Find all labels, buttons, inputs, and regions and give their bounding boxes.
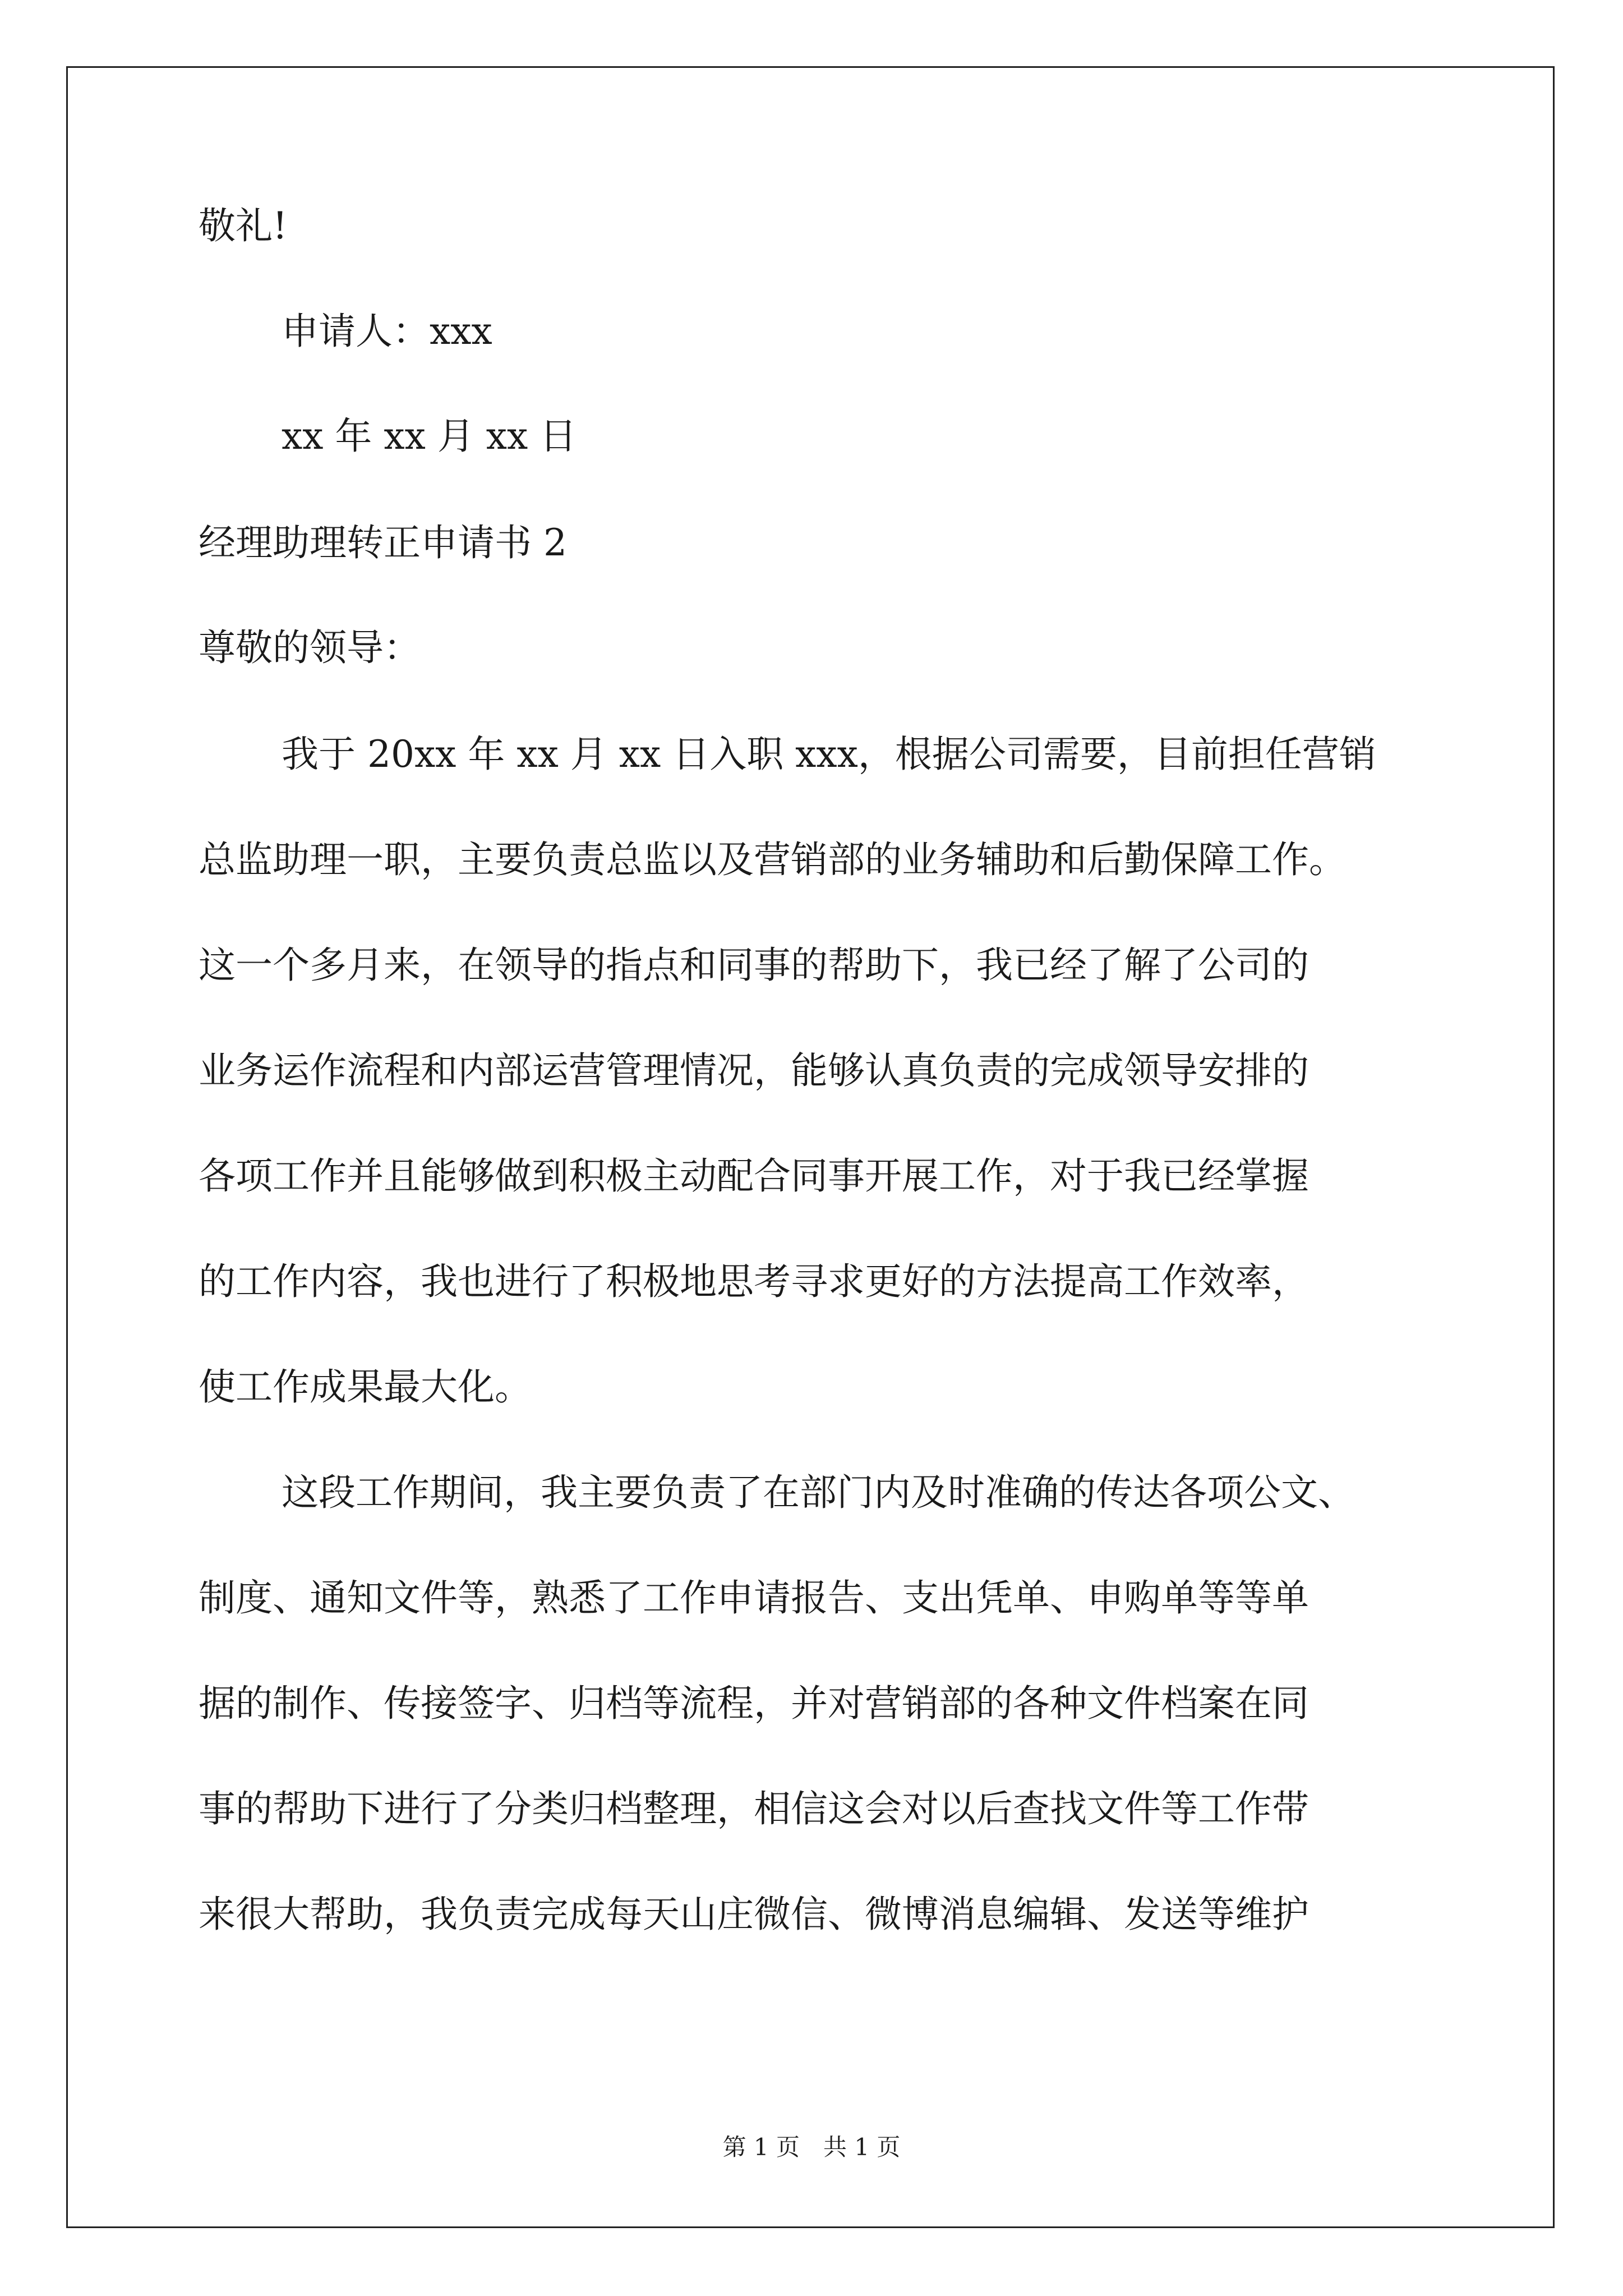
page-footer: 第 1 页 共 1 页 xyxy=(722,2133,901,2161)
paragraph-line: 使工作成果最大化。 xyxy=(199,1365,532,1409)
paragraph-line: 制度、通知文件等，熟悉了工作申请报告、支出凭单、申购单等等单 xyxy=(199,1576,1309,1619)
paragraph-line: 据的制作、传接签字、归档等流程，并对营销部的各种文件档案在同 xyxy=(199,1682,1309,1725)
paragraph-line: 的工作内容，我也进行了积极地思考寻求更好的方法提高工作效率， xyxy=(199,1260,1309,1303)
paragraph-line: 来很大帮助，我负责完成每天山庄微信、微博消息编辑、发送等维护 xyxy=(199,1893,1309,1936)
salutation: 尊敬的领导： xyxy=(199,626,421,669)
paragraph-line: 这段工作期间，我主要负责了在部门内及时准确的传达各项公文、 xyxy=(282,1471,1355,1514)
paragraph-line: 这一个多月来，在领导的指点和同事的帮助下，我已经了解了公司的 xyxy=(199,944,1309,987)
paragraph-line: 事的帮助下进行了分类归档整理，相信这会对以后查找文件等工作带 xyxy=(199,1787,1309,1830)
paragraph-line: 我于 20xx 年 xx 月 xx 日入职 xxx，根据公司需要，目前担任营销 xyxy=(282,733,1376,776)
paragraph-line: 业务运作流程和内部运营管理情况，能够认真负责的完成领导安排的 xyxy=(199,1049,1309,1092)
applicant-line: 申请人：xxx xyxy=(282,310,492,353)
document-title: 经理助理转正申请书 2 xyxy=(199,521,567,564)
paragraph-line: 总监助理一职，主要负责总监以及营销部的业务辅助和后勤保障工作。 xyxy=(199,838,1346,881)
closing-text: 敬礼! xyxy=(199,204,288,247)
date-line: xx 年 xx 月 xx 日 xyxy=(282,415,577,458)
paragraph-line: 各项工作并且能够做到积极主动配合同事开展工作，对于我已经掌握 xyxy=(199,1154,1309,1198)
